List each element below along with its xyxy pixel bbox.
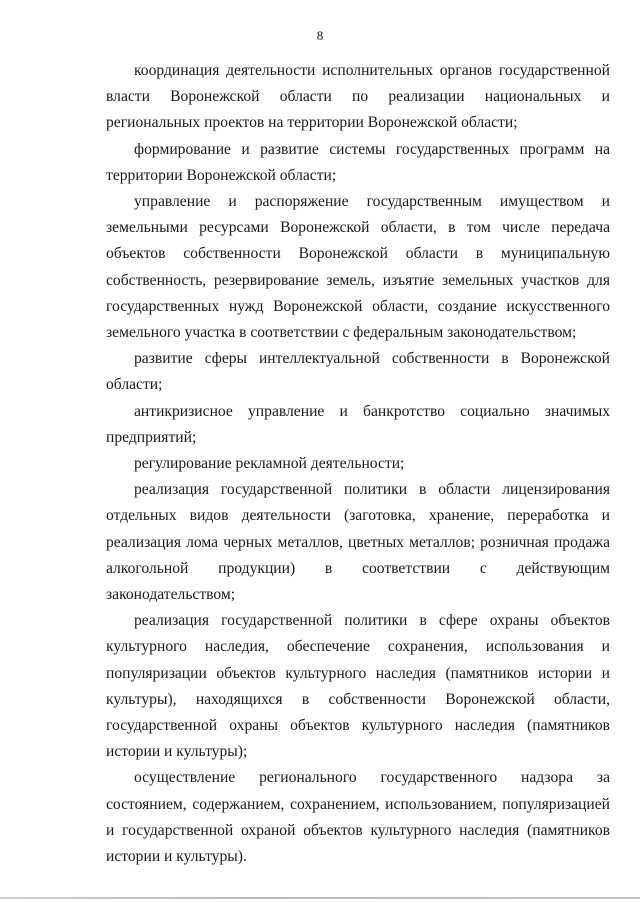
page-number: 8 xyxy=(316,28,324,43)
paragraph-property-management: управление и распоряжение государственным имуществом и земельными ресурсами Воронежской области, в том числе передача объектов собственности Воронежской области в муниципальную собственность, резервирование земель, изъятие земельных участков для государственных нужд Воронежской области, создание искусственного земельного участка в соответствии с федеральным законодательством; xyxy=(106,193,610,342)
paragraph-cultural-heritage: реализация государственной политики в сфере охраны объектов культурного наследия, обеспечение сохранения, использования и популяризации объектов культурного наследия (памятников истории и культуры), находящихся в собственности Воронежской области, государственной охраны объектов культурного наследия (памятников истории и культуры); xyxy=(106,612,610,761)
scan-edge-line xyxy=(0,897,640,899)
paragraph-state-programs: формирование и развитие системы государственных программ на территории Воронежской области; xyxy=(106,140,610,184)
paragraph-intellectual-property: развитие сферы интеллектуальной собственности в Воронежской области; xyxy=(106,350,610,394)
document-body xyxy=(106,58,610,870)
paragraph-licensing: реализация государственной политики в области лицензирования отдельных видов деятельности (заготовка, хранение, переработка и реализация лома черных металлов, цветных металлов; розничная продажа алкогольной продукции) в соответствии с действующим законодательством; xyxy=(106,481,610,604)
paragraph-advertising: регулирование рекламной деятельности; xyxy=(134,455,405,473)
paragraph-heritage-supervision: осуществление регионального государственного надзора за состоянием, содержанием, сохранением, использованием, популяризацией и государственной охраной объектов культурного наследия (памятников истории и культуры). xyxy=(106,769,610,866)
paragraph-coordination: координация деятельности исполнительных органов государственной власти Воронежской области по реализации национальных и региональных проектов на территории Воронежской области; xyxy=(106,62,610,132)
paragraph-anticrisis: антикризисное управление и банкротство социально значимых предприятий; xyxy=(106,402,610,446)
